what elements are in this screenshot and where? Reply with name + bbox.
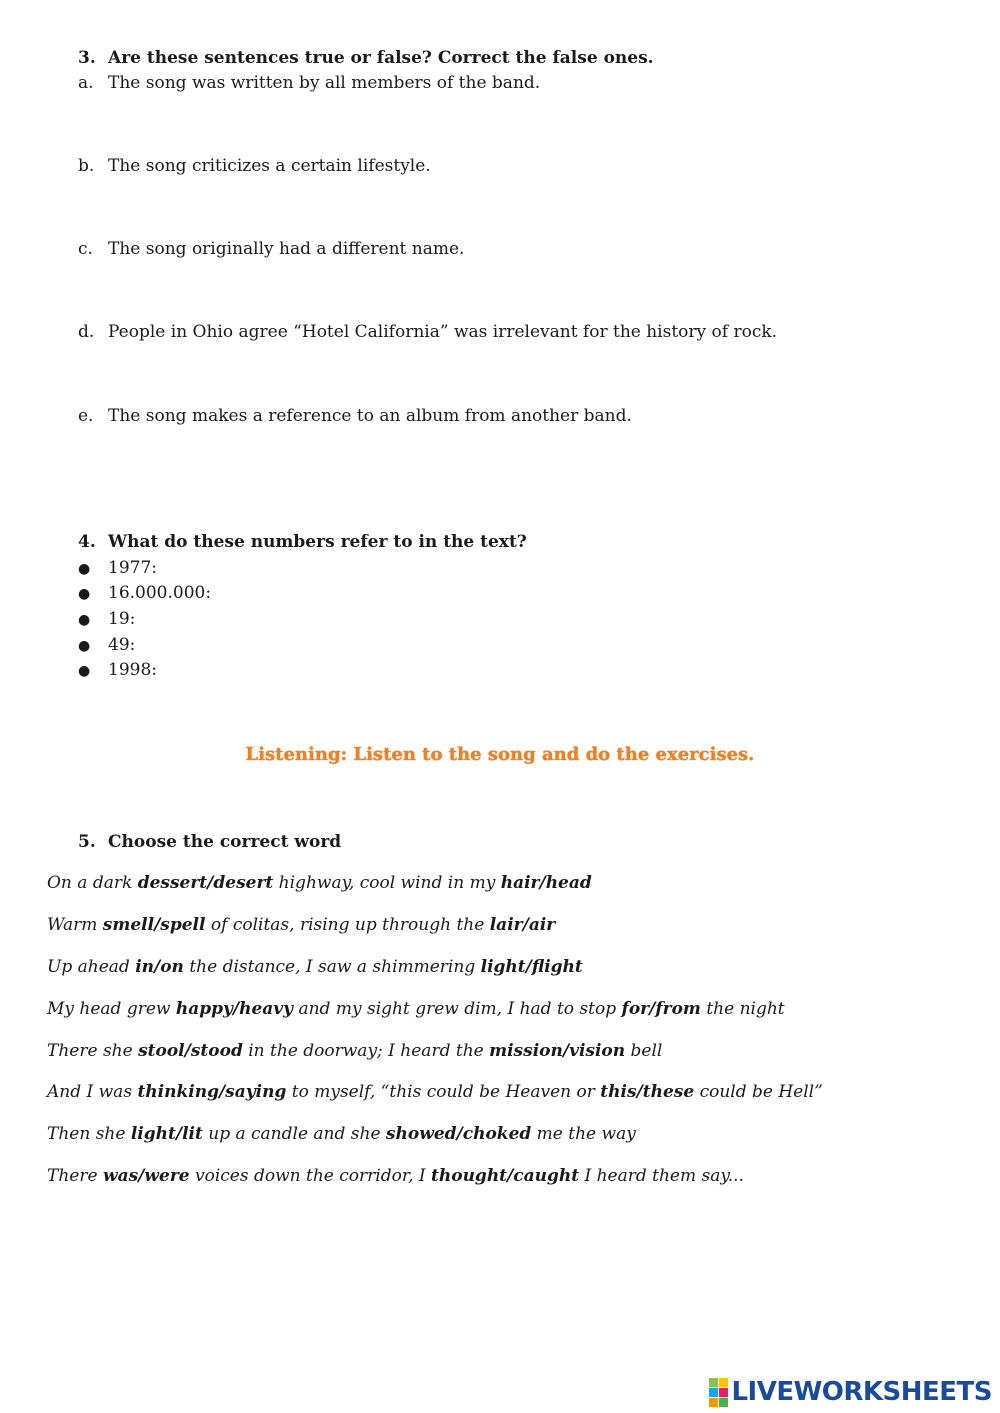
bullet-icon: ●: [78, 638, 91, 654]
lyric-text: the night: [700, 999, 785, 1019]
lyric-text: of colitas, rising up through the: [205, 915, 490, 935]
statement-a: a. The song was written by all members of the band.: [78, 73, 541, 93]
word-choice: hair/head: [500, 873, 592, 893]
lyric-line: [47, 1041, 662, 1061]
bullet-icon: ●: [78, 561, 91, 577]
lyric-text: Up ahead: [47, 957, 136, 977]
lyric-text: On a dark: [47, 873, 138, 893]
section-4-title: What do these numbers refer to in the text?: [108, 532, 527, 552]
section-5-heading: 5. Choose the correct word: [78, 832, 342, 852]
lyric-line: [47, 1082, 823, 1102]
lyric-text: me the way: [531, 1124, 636, 1144]
logo-text: LIVEWORKSHEETS: [731, 1377, 992, 1407]
lyric-text: voices down the corridor, I: [189, 1166, 432, 1186]
lyric-line: [47, 915, 555, 935]
lyric-line: [47, 957, 583, 977]
section-5-title: Choose the correct word: [108, 832, 342, 852]
lyric-text: and my sight grew dim, I had to stop: [293, 999, 622, 1019]
section-4-heading: 4. What do these numbers refer to in the text?: [78, 532, 527, 552]
word-choice: for/from: [621, 999, 701, 1019]
liveworksheets-logo-icon: [709, 1378, 728, 1407]
number-item-1998: ● 1998:: [78, 660, 157, 680]
statement-e: e. The song makes a reference to an album from another band.: [78, 406, 632, 426]
lyric-text: in the doorway; I heard the: [242, 1041, 490, 1061]
word-choice: was/were: [102, 1166, 190, 1186]
statement-d: d. People in Ohio agree “Hotel California” was irrelevant for the history of rock.: [78, 322, 778, 342]
lyric-text: bell: [625, 1041, 663, 1061]
word-choice: showed/choked: [385, 1124, 532, 1144]
lyric-text: could be Hell”: [694, 1082, 823, 1102]
lyric-text: My head grew: [47, 999, 176, 1019]
lyric-text: the distance, I saw a shimmering: [183, 957, 481, 977]
word-choice: smell/spell: [102, 915, 206, 935]
bullet-icon: ●: [78, 612, 91, 628]
section-3-heading: 3. Are these sentences true or false? Correct the false ones.: [78, 48, 654, 68]
word-choice: this/these: [600, 1082, 695, 1102]
word-choice: light/flight: [480, 957, 583, 977]
word-choice: in/on: [135, 957, 184, 977]
lyric-line: [47, 1124, 636, 1144]
number-item-1977: ● 1977:: [78, 558, 157, 578]
lyric-text: Warm: [47, 915, 103, 935]
statement-c: c. The song originally had a different name.: [78, 239, 465, 259]
lyric-line: [47, 999, 785, 1019]
number-item-19: ● 19:: [78, 609, 136, 629]
liveworksheets-logo: [709, 1377, 992, 1407]
lyric-text: I heard them say...: [579, 1166, 744, 1186]
statement-b: b. The song criticizes a certain lifestyle.: [78, 156, 431, 176]
number-item-16000000: ● 16.000.000:: [78, 583, 212, 603]
word-choice: lair/air: [489, 915, 556, 935]
word-choice: mission/vision: [489, 1041, 626, 1061]
number-item-49: ● 49:: [78, 635, 136, 655]
lyric-text: to myself, “this could be Heaven or: [286, 1082, 601, 1102]
lyric-text: And I was: [47, 1082, 138, 1102]
bullet-icon: ●: [78, 586, 91, 602]
listening-heading: Listening: Listen to the song and do the exercises.: [245, 744, 755, 765]
word-choice: dessert/desert: [137, 873, 274, 893]
lyric-text: highway, cool wind in my: [273, 873, 501, 893]
lyric-text: There she: [47, 1041, 139, 1061]
lyric-text: up a candle and she: [202, 1124, 386, 1144]
word-choice: thinking/saying: [137, 1082, 287, 1102]
bullet-icon: ●: [78, 663, 91, 679]
word-choice: stool/stood: [138, 1041, 243, 1061]
word-choice: thought/caught: [431, 1166, 580, 1186]
lyric-line: [47, 1166, 744, 1186]
word-choice: light/lit: [130, 1124, 203, 1144]
lyric-text: Then she: [47, 1124, 131, 1144]
lyric-text: There: [47, 1166, 103, 1186]
section-3-title: Are these sentences true or false? Correct the false ones.: [108, 48, 654, 68]
lyric-line: [47, 873, 592, 893]
word-choice: happy/heavy: [175, 999, 294, 1019]
